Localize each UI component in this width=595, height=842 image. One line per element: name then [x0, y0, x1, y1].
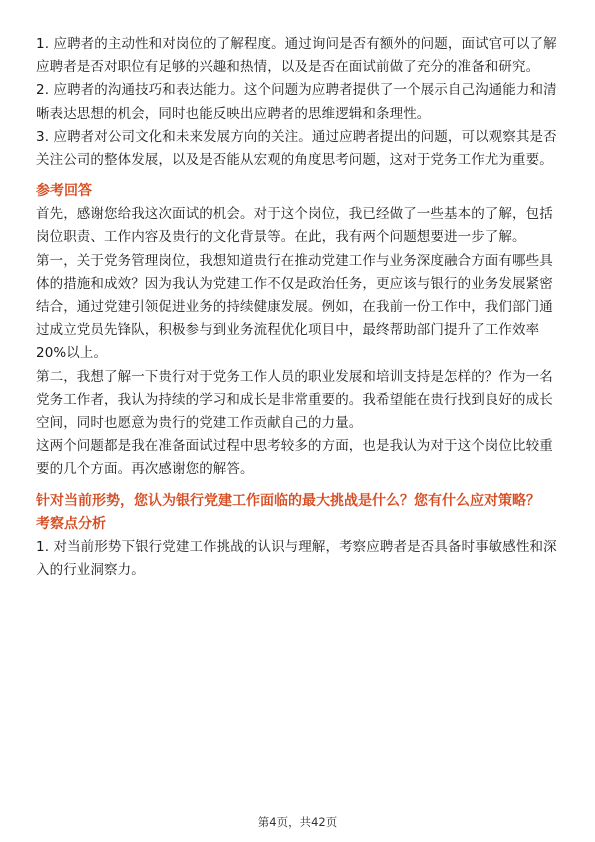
answer-paragraph-3: 第二，我想了解一下贵行对于党务工作人员的职业发展和培训支持是怎样的？作为一名党务工作者，我认为持续的学习和成长是非常重要的。我希望能在贵行找到良好的成长空间，同时也愿意为贵行的党建工作贡献自己的力量。	[36, 368, 553, 432]
analysis-point-1: 1. 应聘者的主动性和对岗位的了解程度。通过询问是否有额外的问题，面试官可以了解应聘者是否对职位有足够的兴趣和热情，以及是否在面试前做了充分的准备和研究。	[36, 36, 557, 76]
page-content	[36, 33, 566, 582]
next-analysis-heading: 考察点分析	[36, 515, 106, 532]
next-question-heading: 针对当前形势，您认为银行党建工作面临的最大挑战是什么？您有什么应对策略？	[36, 492, 540, 509]
answer-paragraph-1: 首先，感谢您给我这次面试的机会。对于这个岗位，我已经做了一些基本的了解，包括岗位职责、工作内容及贵行的文化背景等。在此，我有两个问题想要进一步了解。	[36, 206, 553, 246]
analysis-point-3: 3. 应聘者对公司文化和未来发展方向的关注。通过应聘者提出的问题，可以观察其是否关注公司的整体发展，以及是否能从宏观的角度思考问题，这对于党务工作尤为重要。	[36, 128, 557, 169]
page-footer: 第4页，共42页	[257, 815, 338, 829]
reference-answer-heading: 参考回答	[36, 183, 92, 200]
analysis-point-2: 2. 应聘者的沟通技巧和表达能力。这个问题为应聘者提供了一个展示自己沟通能力和清晰表达思想的机会，同时也能反映出应聘者的思维逻辑和条理性。	[36, 82, 557, 122]
answer-paragraph-2: 第一，关于党务管理岗位，我想知道贵行在推动党建工作与业务深度融合方面有哪些具体的措施和成效？因为我认为党建工作不仅是政治任务，更应该与银行的业务发展紧密结合，通过党建引领促进业务的持续健康发展。例如，在我前一份工作中，我们部门通过成立党员先锋队，积极参与到业务流程优化项目中，最终帮助部门提升了工作效率20%以上。	[36, 252, 553, 362]
answer-paragraph-4: 这两个问题都是我在准备面试过程中思考较多的方面，也是我认为对于这个岗位比较重要的几个方面。再次感谢您的解答。	[36, 438, 553, 478]
next-analysis-point-1: 1. 对当前形势下银行党建工作挑战的认识与理解，考察应聘者是否具备时事敏感性和深入的行业洞察力。	[36, 538, 557, 578]
